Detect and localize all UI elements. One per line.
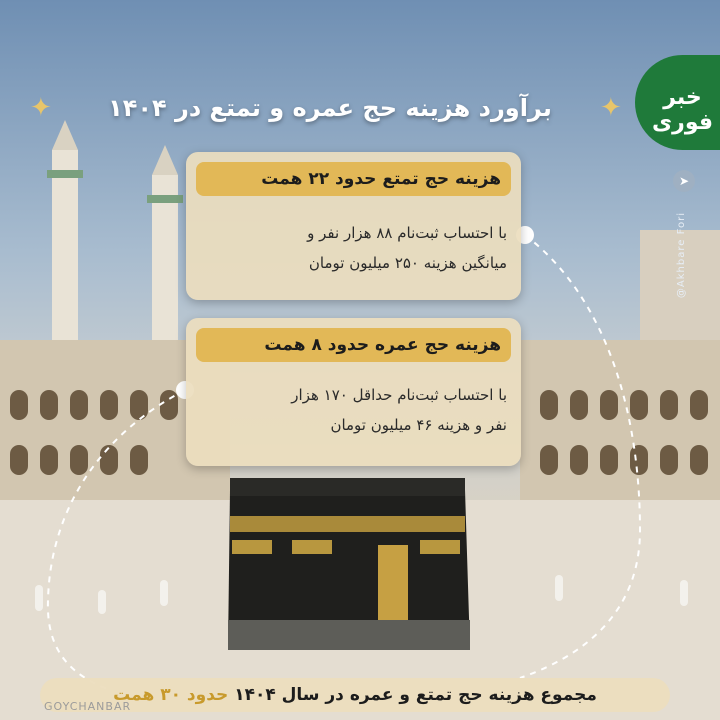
kaaba-illustration bbox=[228, 478, 470, 650]
card-line: با احتساب ثبت‌نام ۸۸ هزار نفر و bbox=[307, 224, 507, 242]
card-body-tamattu bbox=[200, 218, 507, 278]
page-title: برآورد هزینه حج عمره و تمتع در ۱۴۰۴ bbox=[108, 94, 552, 122]
summary-text: مجموع هزینه حج تمتع و عمره در سال ۱۴۰۴ bbox=[234, 685, 597, 705]
card-line: میانگین هزینه ۲۵۰ میلیون تومان bbox=[308, 254, 507, 272]
card-body-umrah bbox=[200, 380, 507, 440]
card-title-tamattu: هزینه حج تمتع حدود ۲۲ همت bbox=[196, 162, 511, 196]
sparkle-icon-right: ✦ bbox=[600, 93, 622, 123]
brand-logo-text: خبر فوری bbox=[651, 85, 714, 135]
watermark: GOYCHANBAR bbox=[44, 700, 132, 713]
card-title-umrah: هزینه حج عمره حدود ۸ همت bbox=[196, 328, 511, 362]
brand-logo bbox=[635, 55, 720, 150]
card-line: نفر و هزینه ۴۶ میلیون تومان bbox=[330, 416, 507, 434]
summary-bar bbox=[40, 678, 670, 712]
sparkle-icon-left: ✦ bbox=[30, 93, 52, 123]
minaret-left-1 bbox=[52, 150, 78, 350]
info-card-tamattu bbox=[186, 152, 521, 300]
info-card-umrah bbox=[186, 318, 521, 466]
card-line: با احتساب ثبت‌نام حداقل ۱۷۰ هزار bbox=[291, 386, 507, 404]
summary-accent: حدود ۳۰ همت bbox=[113, 685, 229, 705]
social-handle: @Akhbare Fori bbox=[676, 212, 687, 299]
minaret-left-2 bbox=[152, 175, 178, 365]
telegram-icon: ➤ bbox=[673, 170, 695, 192]
